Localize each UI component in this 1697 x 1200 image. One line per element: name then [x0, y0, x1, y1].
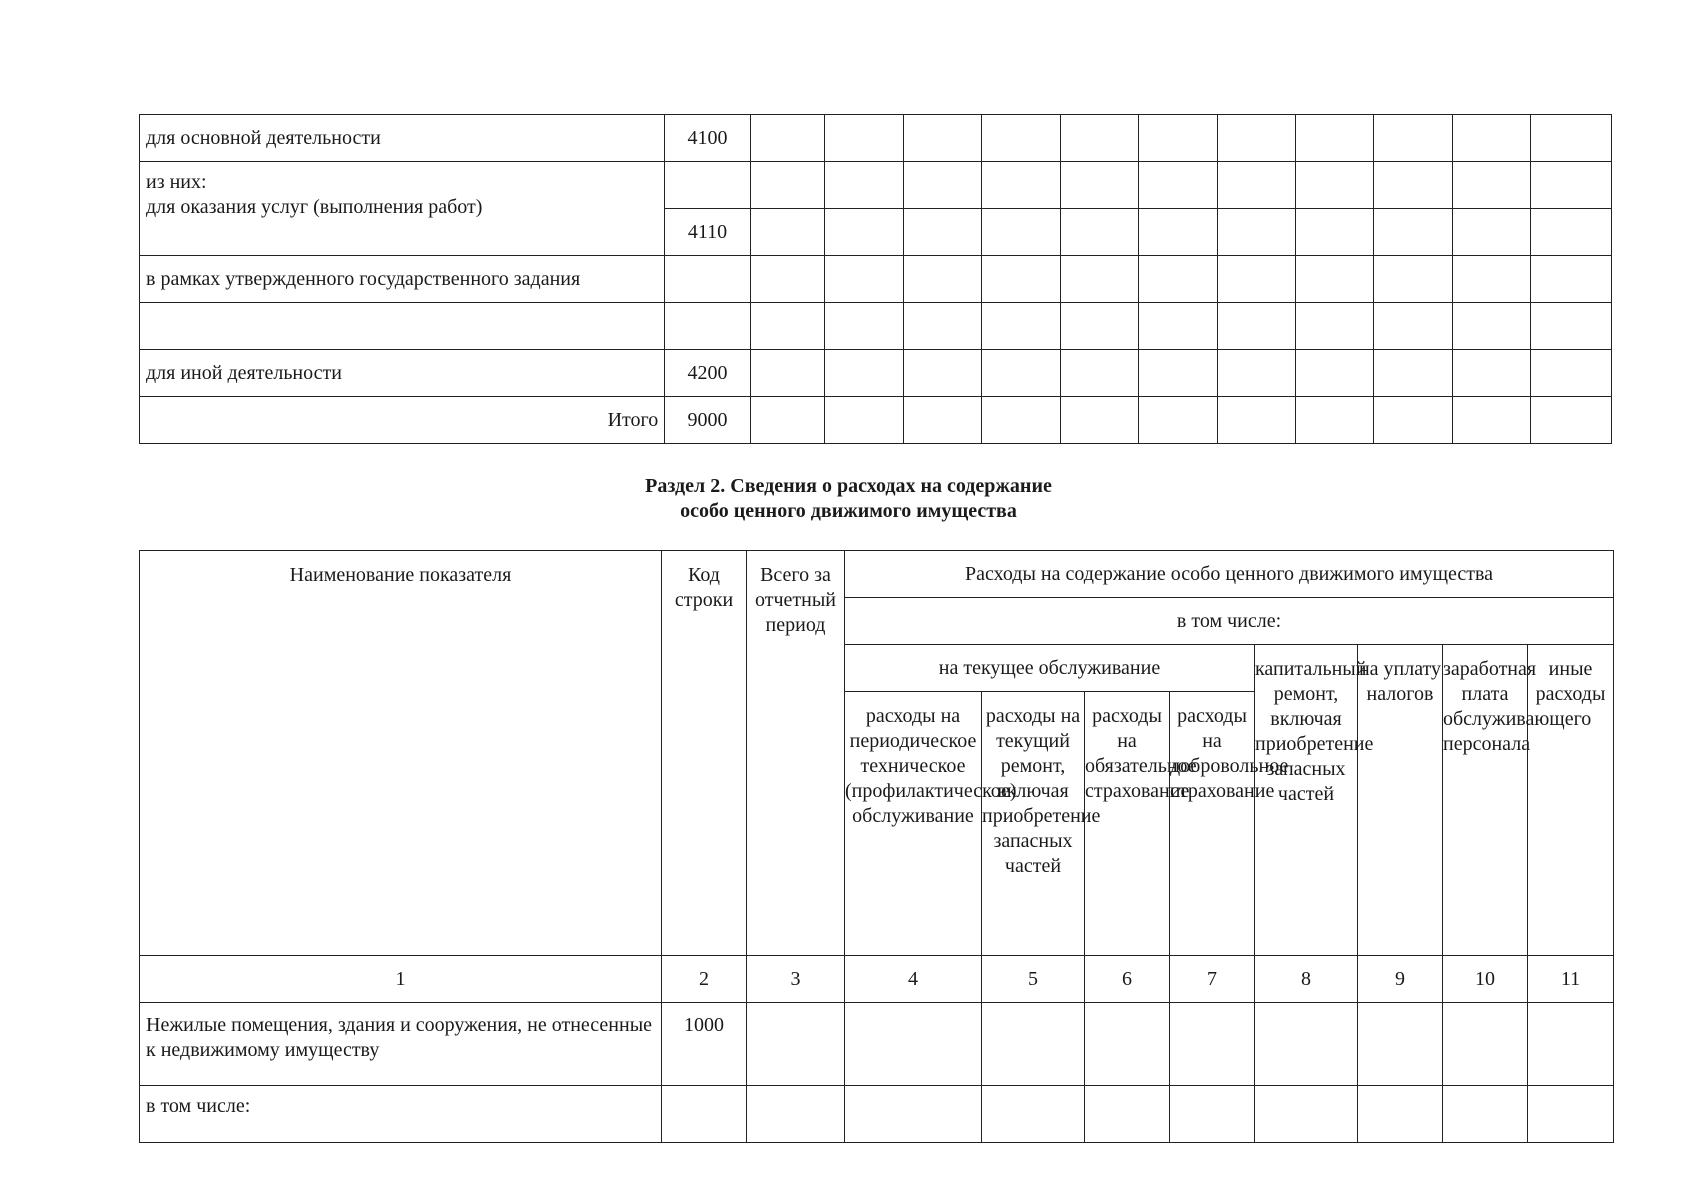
header-other: иные расходы: [1528, 645, 1614, 956]
cell: [825, 303, 903, 350]
cell: [1060, 350, 1138, 397]
row-code: 1000: [662, 1003, 747, 1086]
cell: [1139, 162, 1217, 209]
cell: [1374, 303, 1452, 350]
cell: [747, 1086, 845, 1143]
header-mandatory-insurance: расходы на обязательное страхование: [1085, 692, 1170, 956]
cell: [750, 397, 824, 444]
table-row: [140, 350, 1612, 397]
header-capital: капитальный ремонт, включая приобретение запасных частей: [1255, 645, 1358, 956]
cell: [1217, 256, 1295, 303]
cell: [982, 350, 1060, 397]
cell: [1217, 209, 1295, 256]
table-row: [140, 1003, 1614, 1086]
header-voluntary-insurance: расходы на добровольное страхование: [1170, 692, 1255, 956]
cell: [1452, 256, 1530, 303]
cell: [1443, 1086, 1528, 1143]
header-row: [140, 551, 1614, 598]
cell: [1452, 162, 1530, 209]
cell: [1295, 115, 1373, 162]
cell: [982, 303, 1060, 350]
cell: [1170, 1003, 1255, 1086]
header-current-service: на текущее обслуживание: [845, 645, 1255, 692]
column-number: 7: [1170, 956, 1255, 1003]
cell: [1528, 1003, 1614, 1086]
table-row: [140, 1086, 1614, 1143]
cell: [1531, 115, 1612, 162]
cell: [845, 1086, 982, 1143]
cell: [1374, 162, 1452, 209]
cell: [1452, 209, 1530, 256]
cell: [1060, 397, 1138, 444]
row-name: Нежилые помещения, здания и сооружения, не отнесенные к недвижимому имуществу: [140, 1003, 662, 1086]
cell: [1358, 1086, 1443, 1143]
cell: [903, 303, 981, 350]
header-name: Наименование показателя: [140, 551, 662, 956]
cell: [750, 162, 824, 209]
funding-table: [139, 114, 1612, 444]
cell: [903, 115, 981, 162]
cell: [1217, 397, 1295, 444]
cell: [1217, 162, 1295, 209]
header-including: в том числе:: [845, 598, 1614, 645]
cell: [1139, 350, 1217, 397]
cell: [1358, 1003, 1443, 1086]
table-row: [140, 303, 1612, 350]
table-row: [140, 256, 1612, 303]
cell: [1374, 350, 1452, 397]
column-number: 9: [1358, 956, 1443, 1003]
cell: [1217, 303, 1295, 350]
cell: [1531, 162, 1612, 209]
row-name: для иной деятельности: [140, 350, 665, 397]
cell: [1452, 397, 1530, 444]
cell: [1255, 1003, 1358, 1086]
row-code: 4100: [665, 115, 751, 162]
cell: [982, 397, 1060, 444]
column-number: 10: [1443, 956, 1528, 1003]
header-group: Расходы на содержание особо ценного движимого имущества: [845, 551, 1614, 598]
row-code: [665, 303, 751, 350]
cell: [1452, 115, 1530, 162]
cell: [1139, 115, 1217, 162]
row-name: из них: для оказания услуг (выполнения работ): [140, 162, 665, 256]
cell: [1452, 303, 1530, 350]
cell: [1139, 303, 1217, 350]
cell: [1060, 256, 1138, 303]
cell: [982, 1086, 1085, 1143]
cell: [665, 162, 751, 209]
column-number: 5: [982, 956, 1085, 1003]
row-name: [140, 303, 665, 350]
cell: [750, 256, 824, 303]
cell: [1295, 303, 1373, 350]
cell: [1443, 1003, 1528, 1086]
cell: [825, 209, 903, 256]
header-salary: заработная плата обслуживающего персонала: [1443, 645, 1528, 956]
cell: [1531, 256, 1612, 303]
cell: [1060, 162, 1138, 209]
table-row-total: [140, 397, 1612, 444]
cell: [825, 256, 903, 303]
cell: [903, 162, 981, 209]
cell: [825, 115, 903, 162]
column-number: 6: [1085, 956, 1170, 1003]
cell: [1255, 1086, 1358, 1143]
cell: [1085, 1003, 1170, 1086]
cell: [982, 256, 1060, 303]
table-row: [140, 115, 1612, 162]
cell: [1295, 209, 1373, 256]
cell: [1528, 1086, 1614, 1143]
section-title-line2: особо ценного движимого имущества: [680, 500, 1017, 522]
total-code: 9000: [665, 397, 751, 444]
cell: [1295, 256, 1373, 303]
cell: [750, 115, 824, 162]
cell: [1295, 350, 1373, 397]
section-title: [0, 474, 1697, 524]
column-number-row: [140, 956, 1614, 1003]
row-code: 4200: [665, 350, 751, 397]
cell: [825, 397, 903, 444]
cell: [1374, 115, 1452, 162]
cell: [1060, 115, 1138, 162]
cell: [982, 162, 1060, 209]
cell: [982, 209, 1060, 256]
cell: [1374, 397, 1452, 444]
cell: [1085, 1086, 1170, 1143]
cell: [1217, 350, 1295, 397]
cell: [903, 397, 981, 444]
cell: [845, 1003, 982, 1086]
cell: [1295, 397, 1373, 444]
cell: [1531, 350, 1612, 397]
cell: [903, 350, 981, 397]
cell: [750, 303, 824, 350]
header-tax: на уплату налогов: [1358, 645, 1443, 956]
cell: [747, 1003, 845, 1086]
header-total: Всего за отчетный период: [747, 551, 845, 956]
cell: [982, 115, 1060, 162]
cell: [1060, 303, 1138, 350]
row-name: для основной деятельности: [140, 115, 665, 162]
cell: [1170, 1086, 1255, 1143]
row-name: в том числе:: [140, 1086, 662, 1143]
section-title-line1: Раздел 2. Сведения о расходах на содержание: [645, 475, 1052, 497]
header-repair: расходы на текущий ремонт, включая приобретение запасных частей: [982, 692, 1085, 956]
column-number: 8: [1255, 956, 1358, 1003]
column-number: 3: [747, 956, 845, 1003]
cell: [1139, 209, 1217, 256]
header-periodic: расходы на периодическое техническое (профилактическое) обслуживание: [845, 692, 982, 956]
cell: [1374, 209, 1452, 256]
cell: [1531, 209, 1612, 256]
header-code: Код строки: [662, 551, 747, 956]
cell: [1217, 115, 1295, 162]
row-name: в рамках утвержденного государственного задания: [140, 256, 665, 303]
cell: [1139, 256, 1217, 303]
row-code: 4110: [665, 209, 751, 256]
column-number: 11: [1528, 956, 1614, 1003]
cell: [1374, 256, 1452, 303]
row-code: [665, 256, 751, 303]
cell: [903, 256, 981, 303]
column-number: 1: [140, 956, 662, 1003]
cell: [1060, 209, 1138, 256]
table-row: [140, 162, 1612, 209]
column-number: 2: [662, 956, 747, 1003]
column-number: 4: [845, 956, 982, 1003]
cell: [903, 209, 981, 256]
cell: [1452, 350, 1530, 397]
cell: [1139, 397, 1217, 444]
total-label: Итого: [140, 397, 665, 444]
cell: [1531, 397, 1612, 444]
cell: [1531, 303, 1612, 350]
cell: [750, 350, 824, 397]
cell: [1295, 162, 1373, 209]
cell: [825, 162, 903, 209]
cell: [825, 350, 903, 397]
cell: [982, 1003, 1085, 1086]
maintenance-expenses-table: [139, 550, 1614, 1143]
row-code: [662, 1086, 747, 1143]
cell: [750, 209, 824, 256]
